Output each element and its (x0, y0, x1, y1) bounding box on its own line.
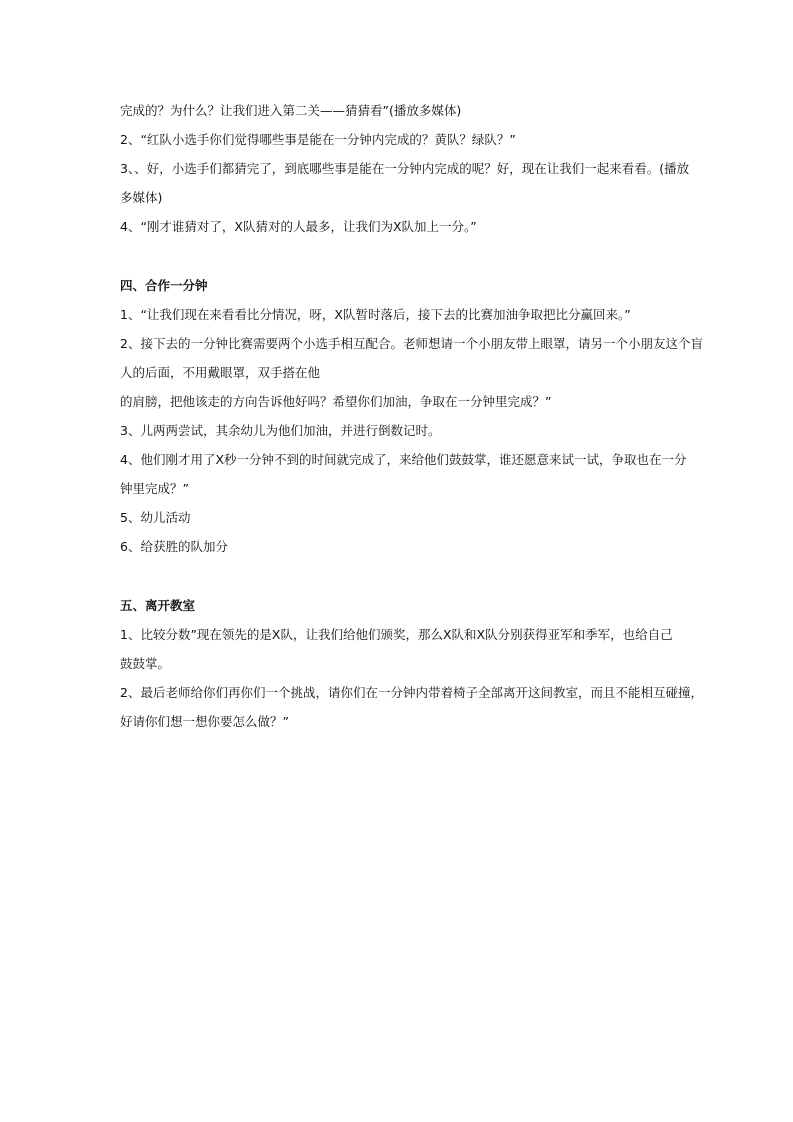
text-line: 的肩膀，把他该走的方向告诉他好吗？希望你们加油，争取在一分钟里完成？” (120, 394, 552, 409)
text-line: 1、“让我们现在来看看比分情况，呀，X队暂时落后，接下去的比赛加油争取把比分赢回来。” (120, 307, 631, 322)
text-line: 多媒体) (120, 190, 163, 205)
text-line: 5、幼儿活动 (120, 510, 191, 525)
text-line: 3、儿两两尝试，其余幼儿为他们加油，并进行倒数记时。 (120, 423, 441, 438)
text-line: 钟里完成？” (120, 481, 189, 496)
text-line: 4、“刚才谁猜对了，X队猜对的人最多，让我们为X队加上一分。” (120, 219, 477, 234)
section-heading: 五、离开教室 (120, 598, 196, 613)
text-line: 2、最后老师给你们再你们一个挑战，请你们在一分钟内带着椅子全部离开这间教室，而且不能相互碰撞， (120, 685, 703, 700)
text-line: 2、接下去的一分钟比赛需要两个小选手相互配合。老师想请一个小朋友带上眼罩，请另一个小朋友这个盲 (120, 336, 703, 351)
text-line: 鼓鼓掌。 (120, 656, 171, 671)
text-line: 4、他们刚才用了X秒一分钟不到的时间就完成了，来给他们鼓鼓掌，谁还愿意来试一试，争取也在一分 (120, 452, 687, 467)
text-line: 好请你们想一想你要怎么做？” (120, 714, 289, 729)
text-line: 人的后面，不用戴眼罩，双手搭在他 (120, 365, 321, 380)
text-line: 3、、好，小选手们都猜完了，到底哪些事是能在一分钟内完成的呢？好，现在让我们一起来看看。(播放 (120, 161, 690, 176)
text-line: 2、“红队小选手你们觉得哪些事是能在一分钟内完成的？黄队？绿队？” (120, 132, 516, 147)
text-line: 6、给获胜的队加分 (120, 539, 228, 554)
text-line: 1、比较分数”现在领先的是X队，让我们给他们颁奖，那么X队和X队分别获得亚军和季军，也给自己 (120, 627, 673, 642)
section-heading: 四、合作一分钟 (120, 278, 208, 293)
text-line: 完成的？为什么？让我们进入第二关——猜猜看”(播放多媒体) (120, 103, 462, 118)
